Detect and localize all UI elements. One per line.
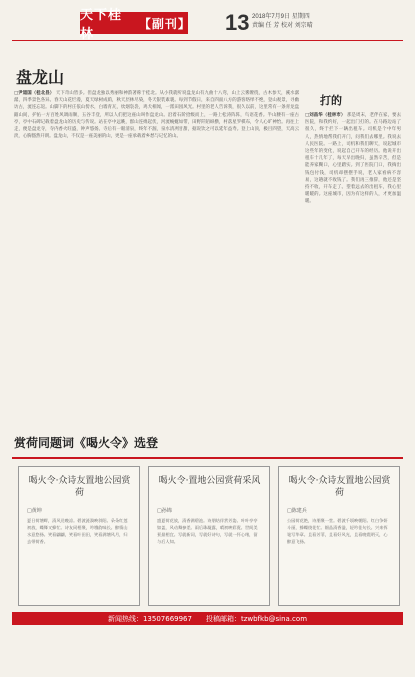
promo-rule	[12, 457, 403, 459]
issue-date: 2018年7月9日 星期四	[252, 14, 310, 20]
poem-author: □黄坤	[27, 508, 42, 514]
brand-name: 天下桂林	[80, 8, 123, 42]
poem-title: 喝火令·众诗友置地公园赏荷	[288, 476, 391, 498]
side-article-body	[305, 112, 401, 416]
newspaper-logo	[80, 8, 191, 42]
article-body	[14, 90, 299, 416]
poem-author: □陈建兵	[287, 508, 307, 514]
side-article-title: 打的	[320, 94, 342, 107]
poem-body: 公园荷花艳，诗朋聚一堂。碧波千顷映朝阳。红白争妍斗丽，蜂蝶绕花忙。细品清香溢，轻吟佳句长。兴来挥笔写华章。且看芳菲，且看好风光，且看晚霞明灭，心醉意飞扬。	[287, 518, 388, 544]
header-rule	[12, 40, 403, 41]
side-article-text: 那是周末，老伴在家，要去医院，和我约好，一起出门打的。在马路边站了很久，终于拦下一辆出租车。司机是个中年男人，热情地帮我们开门，问我们去哪里。我说去人民医院。一路上，司机和我们聊天，说起城市这些年的变化，说起自己开车的经历。他说开出租车十几年了，每天早出晚归，虽然辛苦，但是能养家糊口，心里踏实。到了医院门口，我掏出钱包付钱，司机却摆摆手说，老人家看病不容易，这趟就不收钱了。我们再三推辞，他还是坚持不收，开车走了。望着远去的出租车，我心里暖暖的。这座城市，因为有这样的人，才更加温暖。	[305, 113, 401, 205]
news-hotline: 新闻热线：13507669967	[107, 614, 192, 623]
article-text: 天下奇山皆多。但盘龙独以秀丽和神韵著称于桂北。从小我就听说盘龙山有九曲十八弯，山上云雾缭绕，古木参天，溪水潺潺，四季景色各异。春天山花烂漫，夏天绿树成荫，秋天层林尽染，冬天银装素裹。每到节假日，来自四面八方的游客络绎不绝，登山观景，寻幽访古，流连忘返。山脚下的村庄依山傍水，白墙青瓦，炊烟袅袅，鸡犬相闻，一派田园风光。村里的老人告诉我，很久以前，这里常有一条青龙盘踞山间，护佑一方百姓风调雨顺，五谷丰登，所以人们把这座山叫作盘龙山。沿着石阶拾级而上，一路上松涛阵阵，鸟语花香。半山腰有一座古亭，亭中石碑记载着盘龙山的历史与传说。站在亭中远眺，群山连绵起伏，河流蜿蜒如带，田野阡陌纵横，村落星罗棋布，令人心旷神怡。再往上走，便是盘龙寺，寺内香火旺盛，钟声悠扬。寺后有一眼清泉，终年不涸，泉水清冽甘甜，据说饮之可以延年益寿。登上山顶，极目四望，天高云淡，心胸豁然开朗。盘龙山，不仅是一座美丽的山，更是一座承载着乡愁与记忆的山。	[14, 91, 299, 140]
side-article-byline: □刘昌华（桂林市）	[305, 113, 346, 118]
footer-bar	[12, 612, 403, 625]
poem-card-1	[18, 466, 140, 606]
promo-title: 赏荷同题词《喝火令》选登	[14, 436, 159, 450]
poem-body: 夏日荷塘畔，清风送晚凉。碧波涟漪映斜阳。朵朵红莲初放，蝶舞又蜂忙。诗友同相聚，吟哦韵味长。醉情山水意悠扬。笑看翩翩，笑看叶田田，笑看满塘风月，归去带荷香。	[27, 518, 128, 544]
poem-title: 喝火令·置地公园赏荷采风	[158, 476, 261, 486]
article-byline: □尹道国（桂北县）	[14, 91, 55, 96]
page-header	[0, 0, 415, 50]
poem-card-2	[148, 466, 270, 606]
poem-body: 盛夏荷花放，清香满碧池。诗朋结伴赏芳姿。叶叶亭亭如盖，风动舞参差。雨后珠凝露，晴初映彩霓。世间美景最相宜。写就新词，写就好诗句，写就一怀心绪，留与后人知。	[157, 518, 258, 544]
page-number: 13	[225, 10, 250, 35]
date-line	[252, 13, 313, 31]
poem-card-3	[278, 466, 400, 606]
poem-title: 喝火令·众诗友置地公园赏荷	[28, 476, 131, 498]
section-name: 【副刊】	[138, 16, 191, 31]
editor-line: 责编 任 芳 校对 刘宗晴	[252, 23, 313, 29]
poem-author: □孙锦	[157, 508, 172, 514]
article-title: 盘龙山	[16, 68, 65, 87]
submission-email[interactable]: 投稿邮箱：tzwbfkb@sina.com	[205, 614, 308, 623]
